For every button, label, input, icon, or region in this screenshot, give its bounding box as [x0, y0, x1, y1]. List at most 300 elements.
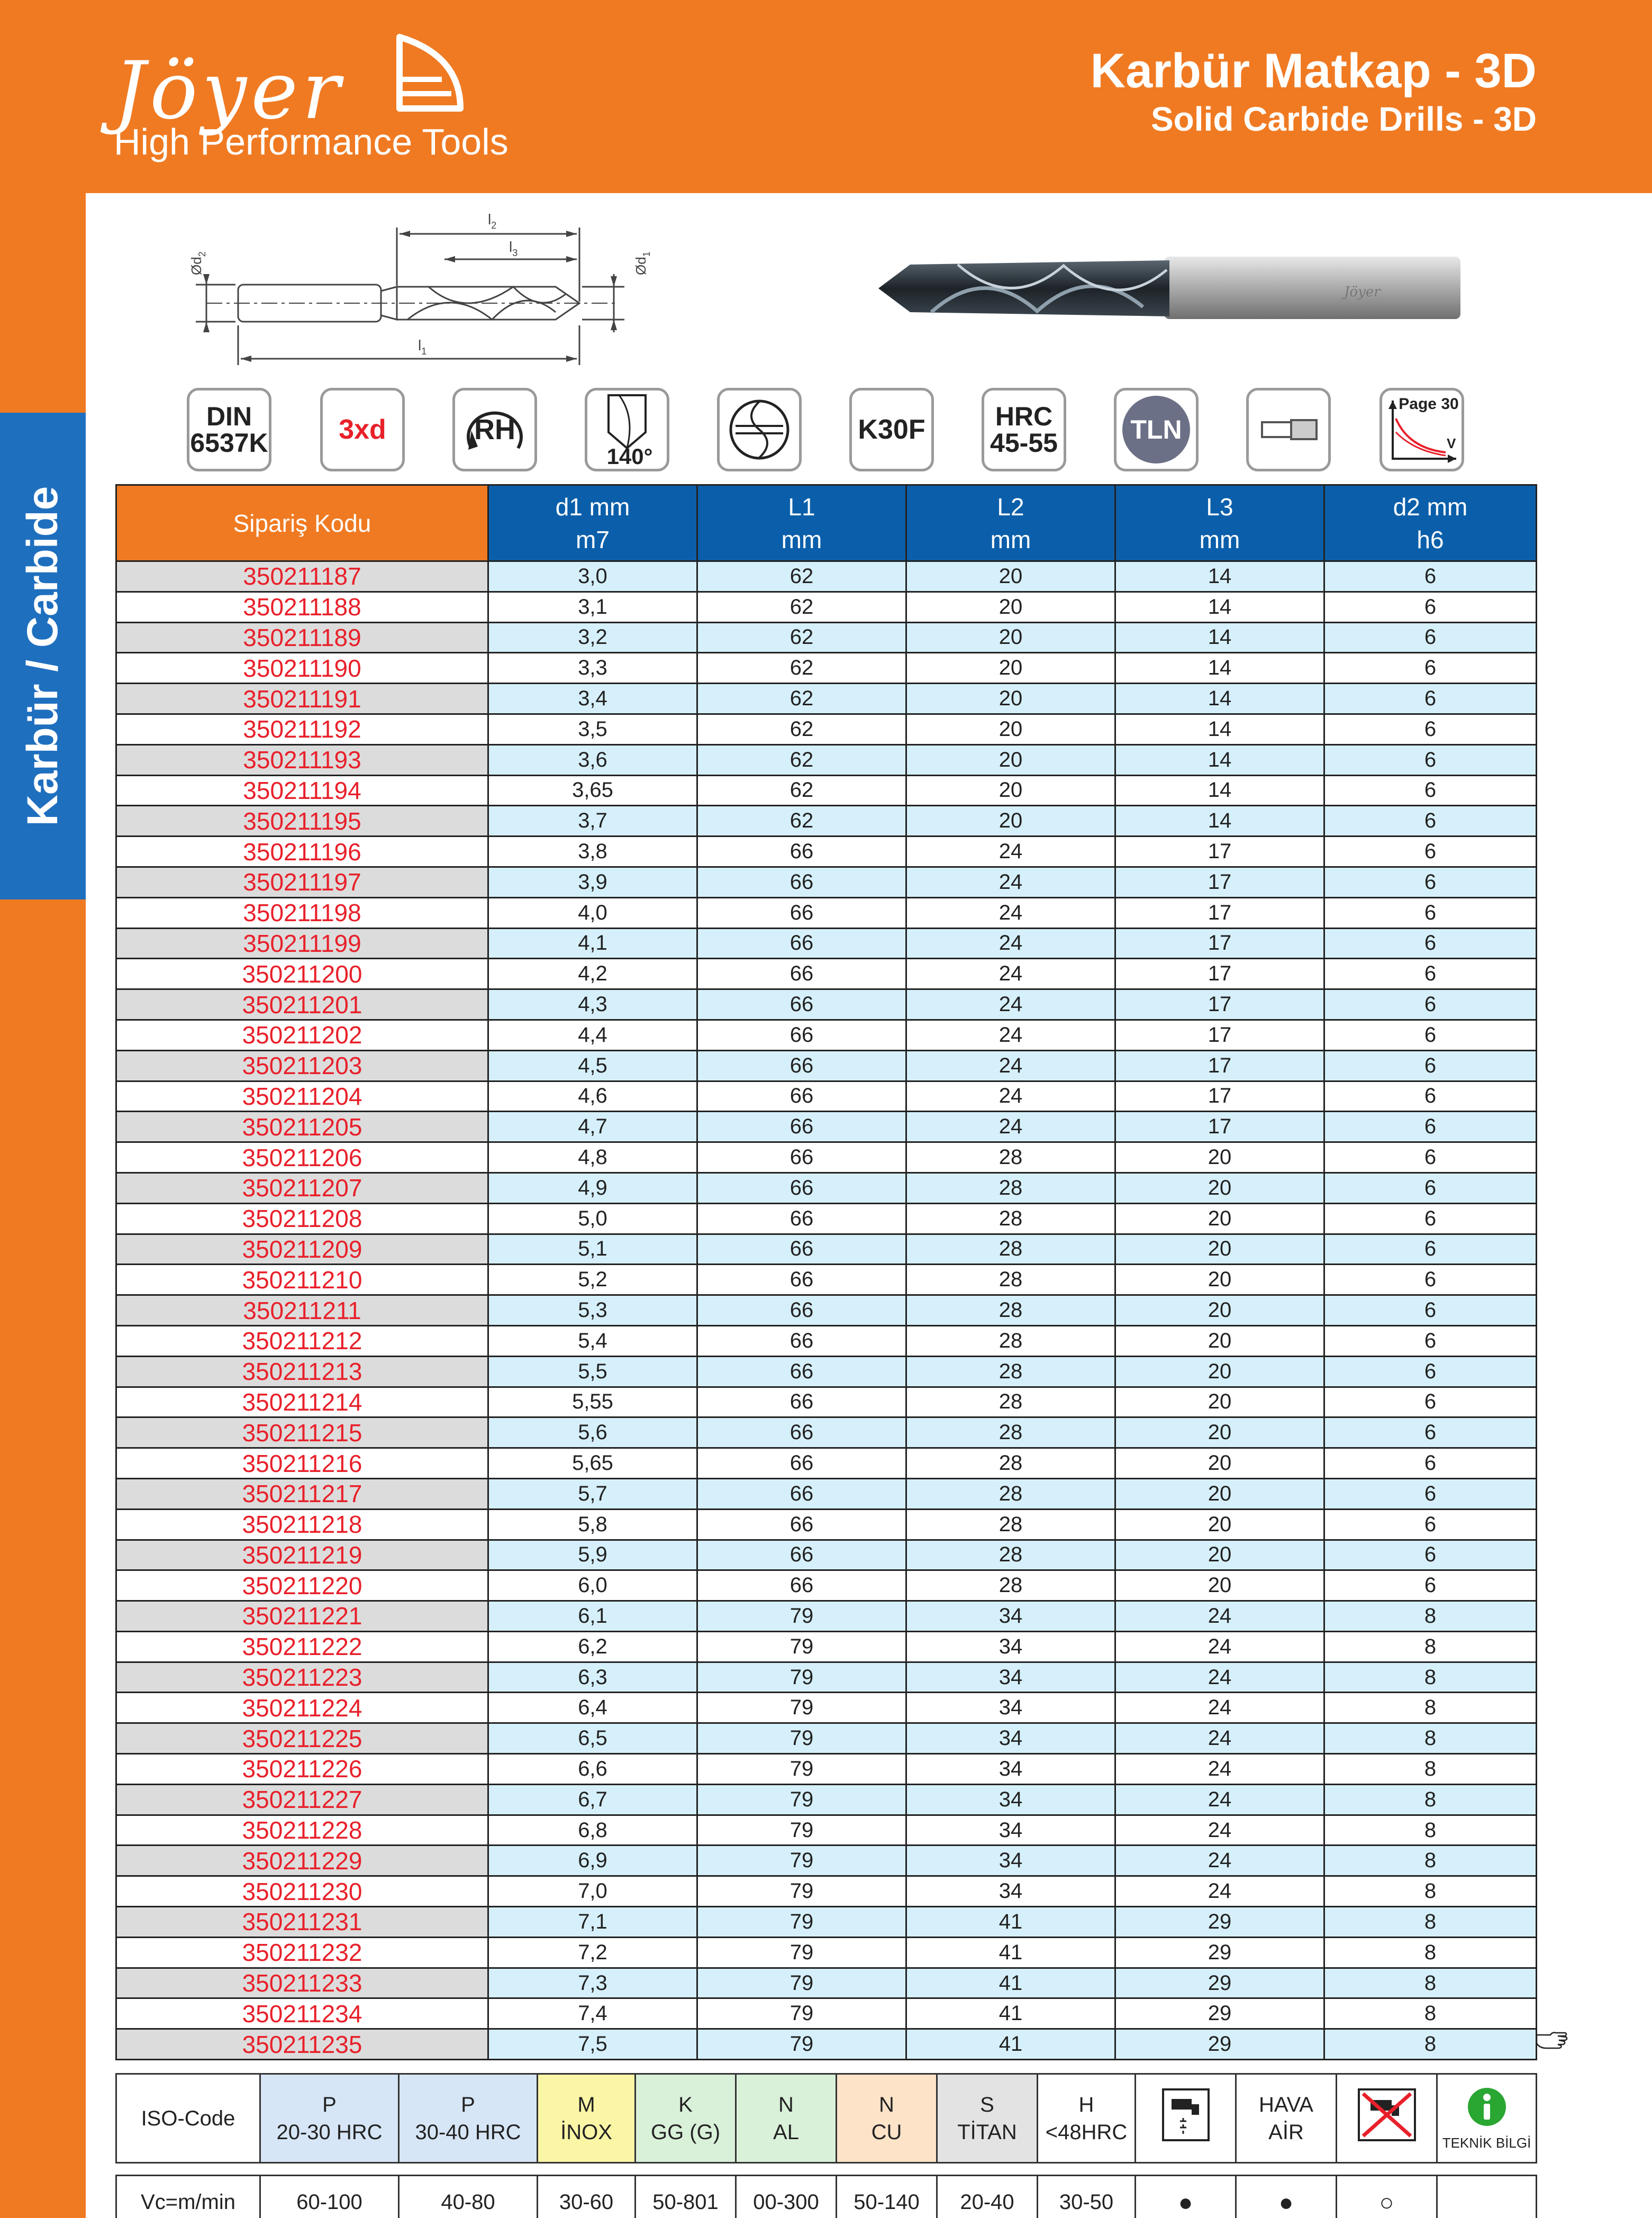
cell-l1-value: 66 — [697, 1295, 906, 1326]
cell-l2-value: 20 — [906, 806, 1115, 837]
cell-d1-value: 3,5 — [488, 714, 697, 744]
iso-material-cell: P 20-30 HRC — [260, 2074, 399, 2163]
cell-d1-value: 6,0 — [488, 1570, 697, 1601]
table-row — [116, 1172, 1537, 1203]
drill-brand-etching: Jöyer — [1344, 284, 1381, 300]
cell-order-code: 350211195 — [116, 806, 488, 837]
cell-d1-value: 4,6 — [488, 1081, 697, 1112]
cell-order-code: 350211197 — [116, 867, 488, 897]
cell-l2-value: 24 — [906, 1081, 1115, 1112]
cell-l1-value: 79 — [697, 1631, 906, 1662]
cell-order-code: 350211199 — [116, 928, 488, 959]
cell-order-code: 350211224 — [116, 1693, 488, 1723]
cell-order-code: 350211204 — [116, 1081, 488, 1112]
cell-l1-value: 66 — [697, 1570, 906, 1601]
dim-d1-label: $Ød_1$ — [633, 251, 652, 275]
table-row — [116, 1509, 1537, 1540]
iso-header-row — [116, 2074, 1537, 2163]
cell-l1-value: 62 — [697, 561, 906, 592]
right-hand-rotation-icon — [456, 398, 534, 461]
cell-d1-value: 3,1 — [488, 592, 697, 622]
cell-l2-value: 34 — [906, 1631, 1115, 1662]
cell-order-code: 350211189 — [116, 622, 488, 653]
cell-l3-value: 14 — [1115, 744, 1324, 775]
cell-l3-value: 24 — [1115, 1815, 1324, 1846]
table-row — [116, 1631, 1537, 1662]
cell-l2-value: 34 — [906, 1662, 1115, 1693]
cell-l2-value: 28 — [906, 1448, 1115, 1479]
cell-l2-value: 20 — [906, 622, 1115, 653]
svg-text:RH: RH — [474, 414, 515, 446]
cell-d2-value: 8 — [1324, 1937, 1537, 1968]
flute-cross-section-badge — [717, 388, 802, 471]
cell-d1-value: 5,8 — [488, 1509, 697, 1540]
column-header-l2: L2 mm — [906, 485, 1115, 561]
iso-spacer — [116, 2163, 1537, 2176]
table-row — [116, 1448, 1537, 1479]
cell-order-code: 350211233 — [116, 1968, 488, 1998]
cell-l2-value: 28 — [906, 1172, 1115, 1203]
cutting-data-reference-badge[interactable] — [1379, 388, 1464, 471]
cell-order-code: 350211205 — [116, 1112, 488, 1142]
brand-tagline: High Performance Tools — [114, 121, 509, 162]
cell-d1-value: 6,1 — [488, 1601, 697, 1632]
cell-d2-value: 8 — [1324, 1631, 1537, 1662]
cell-l2-value: 28 — [906, 1265, 1115, 1295]
cell-d1-value: 4,9 — [488, 1172, 697, 1203]
cell-l2-value: 41 — [906, 1937, 1115, 1968]
cell-d2-value: 6 — [1324, 928, 1537, 959]
cell-l2-value: 28 — [906, 1509, 1115, 1540]
cell-d1-value: 5,2 — [488, 1265, 697, 1295]
table-row — [116, 1020, 1537, 1050]
dim-l2-label: $l_2$ — [488, 211, 497, 231]
cell-l2-value: 41 — [906, 2029, 1115, 2060]
cell-order-code: 350211218 — [116, 1509, 488, 1540]
table-row — [116, 959, 1537, 989]
cell-d1-value: 7,5 — [488, 2029, 697, 2060]
cell-l3-value: 20 — [1115, 1448, 1324, 1479]
cell-d2-value: 8 — [1324, 1693, 1537, 1723]
cell-l2-value: 34 — [906, 1846, 1115, 1876]
cell-order-code: 350211194 — [116, 775, 488, 806]
cell-l1-value: 66 — [697, 1203, 906, 1234]
cell-l3-value: 14 — [1115, 592, 1324, 622]
cell-l1-value: 79 — [697, 1846, 906, 1876]
cell-l3-value: 17 — [1115, 959, 1324, 989]
drill-technical-drawing — [185, 206, 683, 370]
cell-l2-value: 24 — [906, 989, 1115, 1020]
cell-d1-value: 5,3 — [488, 1295, 697, 1326]
table-row — [116, 1846, 1537, 1876]
cell-l3-value: 24 — [1115, 1784, 1324, 1815]
cell-l2-value: 28 — [906, 1417, 1115, 1448]
iso-speed-value: 00-300 — [736, 2176, 837, 2218]
table-row — [116, 714, 1537, 744]
cell-l3-value: 17 — [1115, 1050, 1324, 1081]
cell-d1-value: 4,1 — [488, 928, 697, 959]
table-row — [116, 592, 1537, 622]
cell-l2-value: 28 — [906, 1356, 1115, 1387]
dim-d2-label: $Ød_2$ — [188, 251, 207, 275]
cell-d2-value: 6 — [1324, 1081, 1537, 1112]
cell-d1-value: 5,7 — [488, 1478, 697, 1509]
vc-label: Vc=m/min — [116, 2176, 260, 2218]
hardness-badge: HRC 45-55 — [982, 388, 1066, 471]
iso-material-cell: P 30-40 HRC — [399, 2074, 538, 2163]
cell-l3-value: 14 — [1115, 775, 1324, 806]
column-header-d2: d2 mm h6 — [1324, 485, 1537, 561]
table-body — [116, 561, 1537, 2060]
table-row — [116, 1203, 1537, 1234]
drill-specification-table — [115, 484, 1537, 2060]
cell-l3-value: 20 — [1115, 1172, 1324, 1203]
cell-d1-value: 4,5 — [488, 1050, 697, 1081]
cell-l3-value: 20 — [1115, 1570, 1324, 1601]
cell-d2-value: 6 — [1324, 1172, 1537, 1203]
table-row — [116, 837, 1537, 867]
cell-l3-value: 20 — [1115, 1142, 1324, 1173]
cell-l2-value: 41 — [906, 1998, 1115, 2029]
cell-l1-value: 79 — [697, 1662, 906, 1693]
cell-l2-value: 28 — [906, 1540, 1115, 1570]
cell-d1-value: 7,4 — [488, 1998, 697, 2029]
speed-chart-icon — [1382, 390, 1462, 469]
cell-order-code: 350211235 — [116, 2029, 488, 2060]
cell-l1-value: 66 — [697, 1478, 906, 1509]
drilling-depth-badge: 3xd — [320, 388, 405, 471]
cell-l2-value: 24 — [906, 897, 1115, 928]
cell-order-code: 350211196 — [116, 837, 488, 867]
din-standard-badge: DIN 6537K — [187, 388, 271, 471]
cell-l3-value: 20 — [1115, 1234, 1324, 1265]
rotation-direction-badge — [452, 388, 537, 471]
cell-order-code: 350211202 — [116, 1020, 488, 1050]
cell-l1-value: 62 — [697, 592, 906, 622]
cell-d1-value: 5,65 — [488, 1448, 697, 1479]
cell-order-code: 350211227 — [116, 1784, 488, 1815]
cell-d2-value: 6 — [1324, 561, 1537, 592]
cell-l3-value: 24 — [1115, 1662, 1324, 1693]
table-row — [116, 775, 1537, 806]
cell-d1-value: 3,2 — [488, 622, 697, 653]
cell-l3-value: 20 — [1115, 1417, 1324, 1448]
cell-l3-value: 29 — [1115, 1937, 1324, 1968]
coating-label: TLN — [1122, 396, 1190, 463]
cell-d2-value: 6 — [1324, 1203, 1537, 1234]
cell-d1-value: 5,1 — [488, 1234, 697, 1265]
cell-d2-value: 6 — [1324, 806, 1537, 837]
iso-code-label: ISO-Code — [116, 2074, 260, 2163]
page-subtitle: Solid Carbide Drills - 3D — [1150, 100, 1537, 138]
cell-order-code: 350211215 — [116, 1417, 488, 1448]
cell-order-code: 350211226 — [116, 1754, 488, 1785]
cell-d1-value: 4,2 — [488, 959, 697, 989]
cell-l3-value: 24 — [1115, 1754, 1324, 1785]
page-header — [0, 0, 1652, 193]
cell-l2-value: 34 — [906, 1876, 1115, 1907]
table-row — [116, 989, 1537, 1020]
cell-l3-value: 20 — [1115, 1540, 1324, 1570]
iso-material-cell: M İNOX — [538, 2074, 636, 2163]
table-row — [116, 897, 1537, 928]
cell-d2-value: 6 — [1324, 1540, 1537, 1570]
cell-order-code: 350211207 — [116, 1172, 488, 1203]
table-row — [116, 1540, 1537, 1570]
cell-d1-value: 4,3 — [488, 989, 697, 1020]
cell-l1-value: 66 — [697, 1142, 906, 1173]
cell-order-code: 350211219 — [116, 1540, 488, 1570]
cell-order-code: 350211211 — [116, 1295, 488, 1326]
cell-d2-value: 8 — [1324, 1601, 1537, 1632]
cell-d2-value: 6 — [1324, 897, 1537, 928]
table-row — [116, 867, 1537, 897]
cell-l2-value: 24 — [906, 959, 1115, 989]
point-angle-badge — [585, 388, 669, 471]
cell-l1-value: 79 — [697, 1998, 906, 2029]
cell-d1-value: 5,6 — [488, 1417, 697, 1448]
cell-l2-value: 20 — [906, 653, 1115, 684]
cell-l1-value: 79 — [697, 1784, 906, 1815]
cell-l1-value: 66 — [697, 1448, 906, 1479]
table-row — [116, 1815, 1537, 1846]
cell-d1-value: 4,8 — [488, 1142, 697, 1173]
cell-order-code: 350211190 — [116, 653, 488, 684]
table-row — [116, 1998, 1537, 2029]
cell-l1-value: 66 — [697, 989, 906, 1020]
cell-order-code: 350211214 — [116, 1387, 488, 1417]
cell-order-code: 350211217 — [116, 1478, 488, 1509]
cell-d1-value: 4,0 — [488, 897, 697, 928]
cell-l3-value: 20 — [1115, 1356, 1324, 1387]
cell-d1-value: 5,0 — [488, 1203, 697, 1234]
cell-l2-value: 24 — [906, 1112, 1115, 1142]
air-indicator: ● — [1236, 2176, 1337, 2218]
table-row — [116, 1754, 1537, 1785]
shank-type-badge — [1246, 388, 1331, 471]
coolant-cell — [1136, 2074, 1236, 2163]
iso-spacer-row — [116, 2163, 1537, 2176]
cell-l1-value: 66 — [697, 1081, 906, 1112]
cell-l3-value: 17 — [1115, 837, 1324, 867]
cell-d2-value: 8 — [1324, 1846, 1537, 1876]
cell-l2-value: 20 — [906, 561, 1115, 592]
info-label: TEKNİK BİLGİ — [1442, 2135, 1531, 2151]
cell-l2-value: 20 — [906, 592, 1115, 622]
cell-d1-value: 3,9 — [488, 867, 697, 897]
cell-l2-value: 20 — [906, 775, 1115, 806]
iso-speed-value: 50-801 — [636, 2176, 736, 2218]
table-row — [116, 1907, 1537, 1938]
cell-d1-value: 6,2 — [488, 1631, 697, 1662]
cell-l1-value: 66 — [697, 837, 906, 867]
cell-order-code: 350211209 — [116, 1234, 488, 1265]
cell-d1-value: 6,9 — [488, 1846, 697, 1876]
table-row — [116, 1693, 1537, 1723]
table-row — [116, 1081, 1537, 1112]
cell-l2-value: 28 — [906, 1295, 1115, 1326]
cell-l2-value: 24 — [906, 1050, 1115, 1081]
cell-l2-value: 34 — [906, 1693, 1115, 1723]
cell-order-code: 350211193 — [116, 744, 488, 775]
no-coolant-icon — [1358, 2088, 1416, 2141]
cell-l3-value: 24 — [1115, 1631, 1324, 1662]
cell-l2-value: 20 — [906, 714, 1115, 744]
cell-l1-value: 79 — [697, 1876, 906, 1907]
brand-logo-icon — [389, 29, 468, 119]
table-row — [116, 744, 1537, 775]
cell-order-code: 350211192 — [116, 714, 488, 744]
cell-l3-value: 14 — [1115, 622, 1324, 653]
table-row — [116, 1142, 1537, 1173]
cross-section-icon — [725, 395, 794, 464]
cell-d1-value: 7,1 — [488, 1907, 697, 1938]
cell-l1-value: 62 — [697, 806, 906, 837]
cell-l3-value: 17 — [1115, 897, 1324, 928]
cell-d2-value: 6 — [1324, 1570, 1537, 1601]
table-header-row — [116, 485, 1537, 561]
cell-l1-value: 66 — [697, 1050, 906, 1081]
cell-d2-value: 6 — [1324, 1448, 1537, 1479]
cell-l1-value: 79 — [697, 1723, 906, 1754]
table-row — [116, 928, 1537, 959]
table-row — [116, 1876, 1537, 1907]
iso-speed-value: 50-140 — [837, 2176, 937, 2218]
cell-l1-value: 62 — [697, 622, 906, 653]
cell-l2-value: 28 — [906, 1142, 1115, 1173]
column-header-l1: L1 mm — [697, 485, 906, 561]
cell-d2-value: 6 — [1324, 1050, 1537, 1081]
cell-order-code: 350211223 — [116, 1662, 488, 1693]
cell-d1-value: 4,7 — [488, 1112, 697, 1142]
cell-d2-value: 6 — [1324, 1020, 1537, 1050]
cell-d1-value: 7,3 — [488, 1968, 697, 1998]
table-row — [116, 1968, 1537, 1998]
cell-l3-value: 17 — [1115, 867, 1324, 897]
cell-l3-value: 24 — [1115, 1876, 1324, 1907]
cell-l1-value: 79 — [697, 1693, 906, 1723]
cell-l3-value: 20 — [1115, 1203, 1324, 1234]
svg-text:V: V — [1447, 435, 1456, 451]
dim-l1-label: $l_1$ — [418, 337, 427, 357]
cell-d1-value: 6,4 — [488, 1693, 697, 1723]
cell-d1-value: 3,7 — [488, 806, 697, 837]
cell-l1-value: 66 — [697, 1509, 906, 1540]
iso-speed-row — [116, 2176, 1537, 2218]
cell-l1-value: 79 — [697, 1968, 906, 1998]
cell-order-code: 350211220 — [116, 1570, 488, 1601]
cell-d2-value: 8 — [1324, 2029, 1537, 2060]
cell-d2-value: 6 — [1324, 959, 1537, 989]
cell-order-code: 350211210 — [116, 1265, 488, 1295]
drill-product-photo — [868, 249, 1466, 328]
cell-l3-value: 14 — [1115, 561, 1324, 592]
cell-d1-value: 7,2 — [488, 1937, 697, 1968]
cell-l1-value: 66 — [697, 867, 906, 897]
cell-d2-value: 8 — [1324, 1998, 1537, 2029]
cell-order-code: 350211229 — [116, 1846, 488, 1876]
cell-l3-value: 17 — [1115, 1112, 1324, 1142]
sidebar-category-label: Karbür / Carbide — [19, 486, 67, 826]
svg-text:Page 30: Page 30 — [1399, 395, 1459, 413]
cell-order-code: 350211198 — [116, 897, 488, 928]
cell-d2-value: 6 — [1324, 592, 1537, 622]
cell-d2-value: 6 — [1324, 989, 1537, 1020]
dry-machining-cell — [1337, 2074, 1437, 2163]
cell-order-code: 350211231 — [116, 1907, 488, 1938]
cell-l3-value: 20 — [1115, 1478, 1324, 1509]
cell-l1-value: 79 — [697, 1754, 906, 1785]
air-cooling-cell: HAVA AİR — [1236, 2074, 1337, 2163]
cell-l1-value: 66 — [697, 1387, 906, 1417]
cell-l2-value: 34 — [906, 1754, 1115, 1785]
cell-d2-value: 6 — [1324, 1112, 1537, 1142]
cell-d1-value: 3,6 — [488, 744, 697, 775]
cell-l2-value: 28 — [906, 1234, 1115, 1265]
iso-material-cell: S TİTAN — [937, 2074, 1038, 2163]
cell-d2-value: 8 — [1324, 1723, 1537, 1754]
cell-d2-value: 8 — [1324, 1784, 1537, 1815]
dim-l3-label: $l_3$ — [509, 239, 518, 258]
carbide-grade-badge: K30F — [849, 388, 934, 471]
cell-l2-value: 24 — [906, 867, 1115, 897]
table-row — [116, 806, 1537, 837]
cell-l3-value: 20 — [1115, 1509, 1324, 1540]
pointing-hand-icon — [1535, 2026, 1568, 2050]
cell-l1-value: 79 — [697, 1937, 906, 1968]
table-row — [116, 1112, 1537, 1142]
cell-l2-value: 24 — [906, 1020, 1115, 1050]
cell-d2-value: 6 — [1324, 1387, 1537, 1417]
cell-order-code: 350211212 — [116, 1325, 488, 1356]
iso-cutting-speed-table — [115, 2073, 1537, 2218]
cell-l3-value: 29 — [1115, 1907, 1324, 1938]
cell-d2-value: 6 — [1324, 714, 1537, 744]
iso-material-cell: K GG (G) — [636, 2074, 736, 2163]
cell-l1-value: 66 — [697, 1234, 906, 1265]
cell-d2-value: 6 — [1324, 867, 1537, 897]
brand-logo: Jöyer — [114, 45, 344, 137]
cell-l1-value: 66 — [697, 928, 906, 959]
cell-l3-value: 24 — [1115, 1693, 1324, 1723]
table-row — [116, 653, 1537, 684]
cell-l1-value: 79 — [697, 1601, 906, 1632]
cell-d1-value: 3,65 — [488, 775, 697, 806]
cell-l3-value: 24 — [1115, 1846, 1324, 1876]
cell-l3-value: 17 — [1115, 1020, 1324, 1050]
table-row — [116, 1570, 1537, 1601]
cell-d1-value: 6,8 — [488, 1815, 697, 1846]
cell-l1-value: 79 — [697, 1907, 906, 1938]
cell-l3-value: 20 — [1115, 1325, 1324, 1356]
info-icon[interactable] — [1466, 2086, 1508, 2128]
technical-info-cell[interactable] — [1437, 2074, 1537, 2163]
cell-l3-value: 20 — [1115, 1387, 1324, 1417]
cell-d1-value: 5,55 — [488, 1387, 697, 1417]
cell-order-code: 350211213 — [116, 1356, 488, 1387]
cell-l1-value: 79 — [697, 1815, 906, 1846]
table-row — [116, 1478, 1537, 1509]
table-row — [116, 1050, 1537, 1081]
table-row — [116, 1295, 1537, 1326]
cell-d1-value: 6,6 — [488, 1754, 697, 1785]
cell-d1-value: 4,4 — [488, 1020, 697, 1050]
iso-speed-value: 30-50 — [1038, 2176, 1136, 2218]
cell-l1-value: 66 — [697, 1112, 906, 1142]
cell-order-code: 350211216 — [116, 1448, 488, 1479]
cell-order-code: 350211206 — [116, 1142, 488, 1173]
column-header-order-code: Sipariş Kodu — [116, 485, 488, 561]
